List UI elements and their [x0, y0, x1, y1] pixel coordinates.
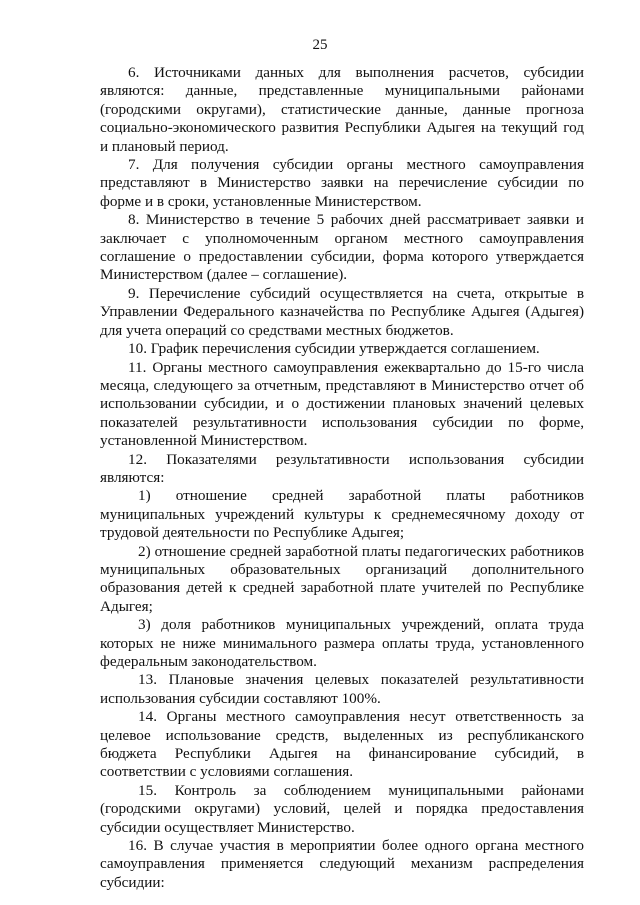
list-item-1: 1) отношение средней заработной платы работников муниципальных учреждений культуры к среднемесячному доходу от трудовой деятельности по Республике Адыгея; — [100, 487, 584, 542]
list-item-2: 2) отношение средней заработной платы педагогических работников муниципальных образовательных организаций дополнительного образования детей к средней заработной плате учителей по Республике Адыгея; — [100, 542, 584, 615]
paragraph-13: 13. Плановые значения целевых показателей результативности использования субсидии составляют 100%. — [100, 671, 584, 707]
paragraph-10: 10. График перечисления субсидии утверждается соглашением. — [128, 340, 540, 358]
list-item-3: 3) доля работников муниципальных учреждений, оплата труда которых не ниже минимального размера оплаты труда, установленного федеральным законодательством. — [100, 616, 584, 670]
page-number: 25 — [312, 37, 328, 53]
paragraph-9: 9. Перечисление субсидий осуществляется на счета, открытые в Управлении Федерального казначейства по Республике Адыгея (Адыгея) для учета операций со средствами местных бюджетов. — [100, 284, 584, 339]
paragraph-14: 14. Органы местного самоуправления несут ответственность за целевое использование средств, выделенных из республиканского бюджета Республики Адыгея на финансирование субсидий, в соответствии с условиями соглашения. — [100, 708, 584, 781]
paragraph-7: 7. Для получения субсидии органы местного самоуправления представляют в Министерство заявки на перечисление субсидии по форме и в сроки, установленные Министерством. — [100, 156, 584, 210]
paragraph-6: 6. Источниками данных для выполнения расчетов, субсидии являются: данные, представленные муниципальными районами (городскими округами), статистические данные, данные прогноза социально-экономического развития Республики Адыгея на текущий год и плановый период. — [100, 64, 584, 155]
paragraph-11: 11. Органы местного самоуправления ежеквартально до 15-го числа месяца, следующего за отчетным, представляют в Министерство отчет об использовании субсидии, и о достижении плановых значений целевых показателей результативности использования субсидии по форме, установленной Министерством. — [100, 358, 584, 450]
paragraph-15: 15. Контроль за соблюдением муниципальными районами (городскими округами) условий, целей и порядка предоставления субсидии осуществляет Министерство. — [100, 781, 584, 836]
paragraph-12: 12. Показателями результативности использования субсидии являются: — [100, 450, 584, 486]
paragraph-16: 16. В случае участия в мероприятии более одного органа местного самоуправления применяется следующий механизм распределения субсидии: — [100, 837, 584, 891]
document-body — [100, 64, 584, 892]
paragraph-8: 8. Министерство в течение 5 рабочих дней рассматривает заявки и заключает с уполномоченным органом местного самоуправления соглашение о предоставлении субсидии, форма которого утверждается Министерством (далее – соглашение). — [100, 211, 584, 284]
